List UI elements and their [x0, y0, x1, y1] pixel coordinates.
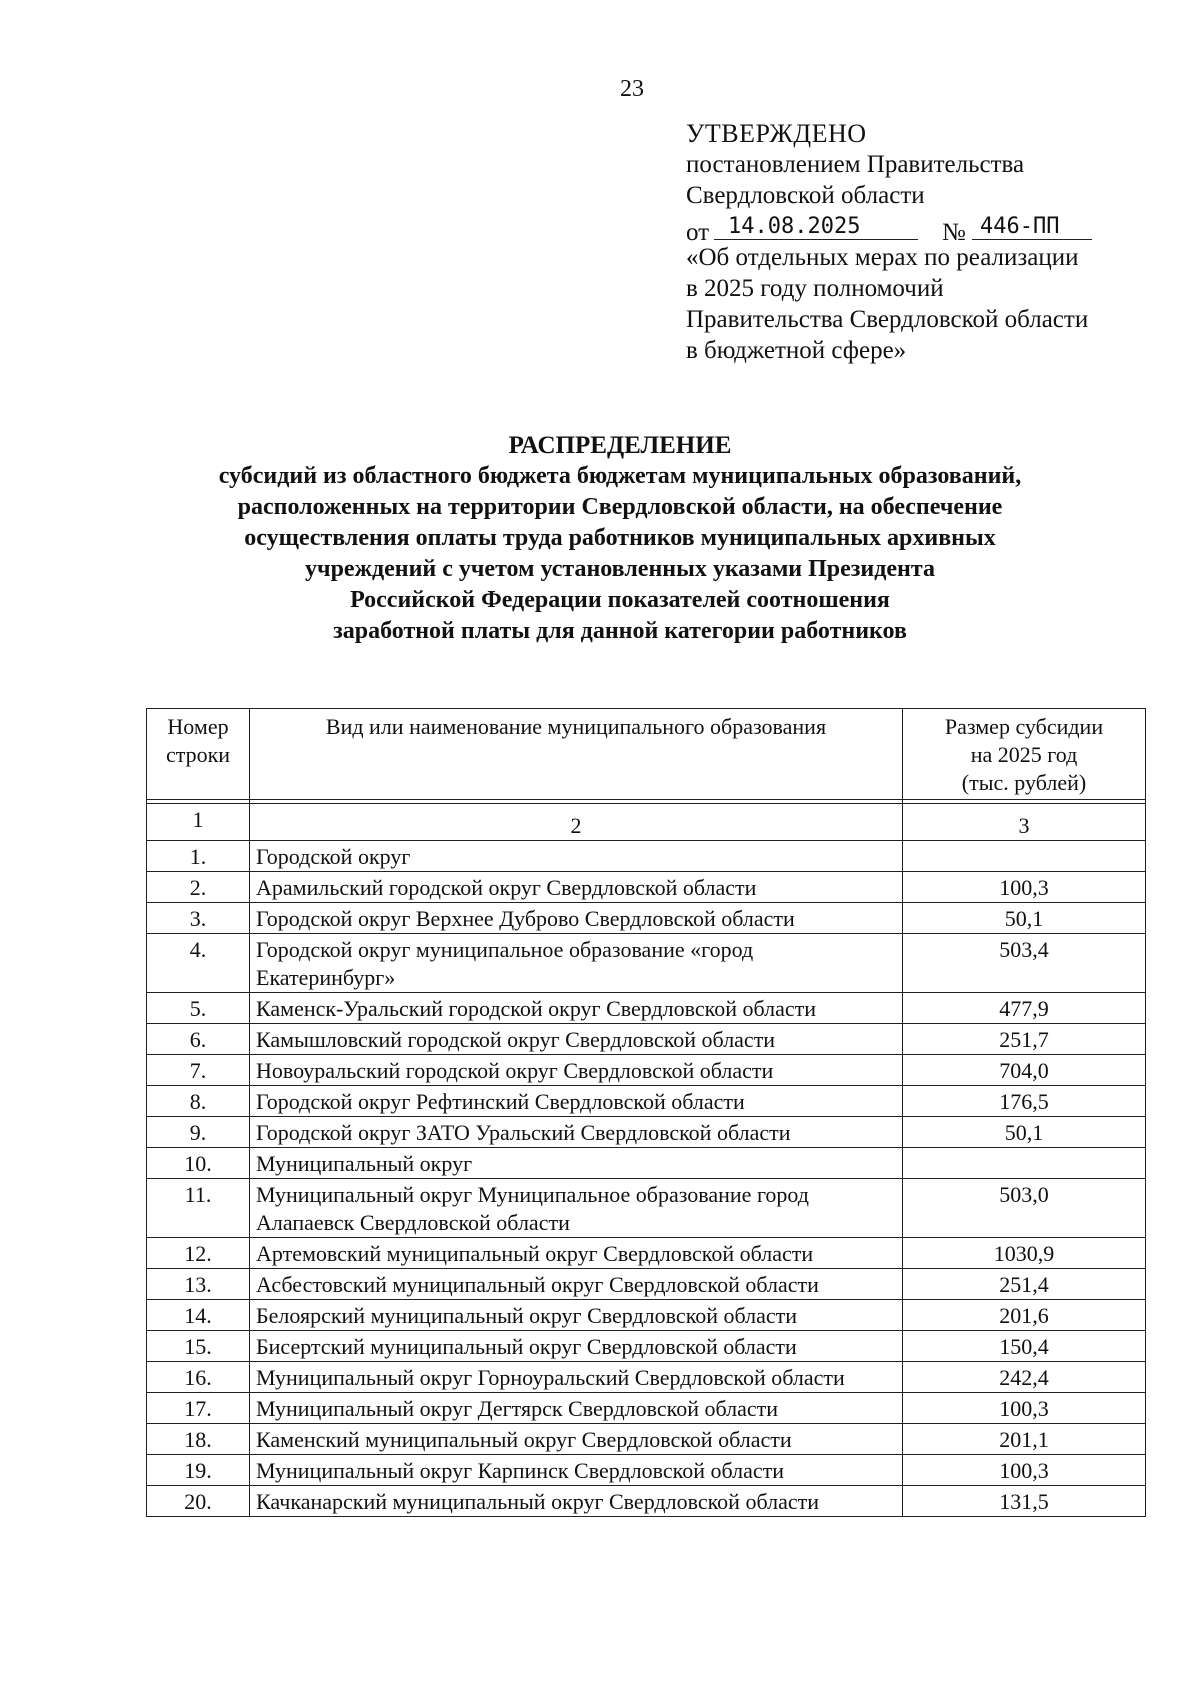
row-number-cell: 4. [147, 934, 250, 993]
municipality-name-cell: Городской округ Верхнее Дуброво Свердловской области [250, 903, 903, 934]
row-number-cell: 9. [147, 1117, 250, 1148]
municipality-name-cell: Муниципальный округ Муниципальное образование город Алапаевск Свердловской области [250, 1179, 903, 1238]
subsidy-amount-cell: 1030,9 [903, 1238, 1146, 1269]
table-row [147, 841, 1146, 872]
table-row [147, 1424, 1146, 1455]
row-number-cell: 17. [147, 1393, 250, 1424]
subsidy-amount-cell: 477,9 [903, 993, 1146, 1024]
table-row [147, 1455, 1146, 1486]
municipality-name-cell: Асбестовский муниципальный округ Свердловской области [250, 1269, 903, 1300]
decree-date: 14.08.2025 [714, 211, 918, 240]
decree-title-line-1: «Об отдельных мерах по реализации [686, 244, 1079, 271]
row-number-cell: 8. [147, 1086, 250, 1117]
table-row [147, 1269, 1146, 1300]
table-body [147, 800, 1146, 1517]
approval-block [686, 118, 1088, 366]
decree-title-line-4: в бюджетной сфере» [686, 337, 907, 364]
header-municipality-name: Вид или наименование муниципального образования [250, 709, 903, 800]
row-number-cell: 15. [147, 1331, 250, 1362]
subsidy-amount-cell: 201,1 [903, 1424, 1146, 1455]
heading-title: РАСПРЕДЕЛЕНИЕ [508, 432, 732, 459]
subsidy-amount-cell: 100,3 [903, 1393, 1146, 1424]
municipality-name-cell: Муниципальный округ Карпинск Свердловской области [250, 1455, 903, 1486]
subsidy-amount-cell: 150,4 [903, 1331, 1146, 1362]
table-row [147, 1300, 1146, 1331]
column-index-row [147, 804, 1146, 841]
municipality-name-cell: Качканарский муниципальный округ Свердловской области [250, 1486, 903, 1517]
municipality-name-cell: Каменский муниципальный округ Свердловской области [250, 1424, 903, 1455]
row-number-cell: 19. [147, 1455, 250, 1486]
row-number-cell: 16. [147, 1362, 250, 1393]
header-row-number-line-1: Номер [167, 714, 229, 739]
subsidy-amount-cell [903, 841, 1146, 872]
approval-line-1: постановлением Правительства [686, 151, 1025, 178]
municipality-name-cell: Камышловский городской округ Свердловской области [250, 1024, 903, 1055]
subsidy-amount-cell: 131,5 [903, 1486, 1146, 1517]
subsidy-amount-cell [903, 1148, 1146, 1179]
page-number: 23 [620, 76, 644, 102]
row-number-cell: 18. [147, 1424, 250, 1455]
subsidy-amount-cell: 704,0 [903, 1055, 1146, 1086]
row-number-cell: 12. [147, 1238, 250, 1269]
header-subsidy-amount [903, 709, 1146, 800]
header-amount-line-3: (тыс. рублей) [961, 770, 1087, 795]
header-row-number-line-2: строки [165, 742, 231, 767]
municipality-name-cell: Городской округ ЗАТО Уральский Свердловской области [250, 1117, 903, 1148]
heading-line-6: заработной платы для данной категории работников [333, 618, 907, 644]
subsidy-amount-cell: 242,4 [903, 1362, 1146, 1393]
table-row [147, 1086, 1146, 1117]
row-number-cell: 20. [147, 1486, 250, 1517]
municipality-name-cell: Муниципальный округ Горноуральский Свердловской области [250, 1362, 903, 1393]
table-header-row [147, 709, 1146, 800]
decree-title-line-3: Правительства Свердловской области [686, 306, 1089, 333]
row-number-cell: 1. [147, 841, 250, 872]
municipality-name-cell: Городской округ Рефтинский Свердловской области [250, 1086, 903, 1117]
heading-line-5: Российской Федерации показателей соотношения [350, 587, 890, 613]
approval-stamp-word: УТВЕРЖДЕНО [686, 119, 867, 148]
approval-line-2: Свердловской области [686, 182, 925, 209]
municipality-name-cell: Муниципальный округ [250, 1148, 903, 1179]
row-number-cell: 3. [147, 903, 250, 934]
table-row [147, 1055, 1146, 1086]
distribution-table [146, 708, 1146, 1517]
heading-line-2: расположенных на территории Свердловской области, на обеспечение [237, 494, 1003, 520]
row-number-cell: 13. [147, 1269, 250, 1300]
row-number-cell: 5. [147, 993, 250, 1024]
municipality-name-cell: Арамильский городской округ Свердловской области [250, 872, 903, 903]
column-index-2: 2 [250, 804, 903, 841]
header-amount-line-2: на 2025 год [970, 742, 1078, 767]
table-row [147, 1238, 1146, 1269]
municipality-name-cell: Бисертский муниципальный округ Свердловской области [250, 1331, 903, 1362]
table-row [147, 1486, 1146, 1517]
header-row-number [147, 709, 250, 800]
subsidy-amount-cell: 100,3 [903, 872, 1146, 903]
number-sign: № [942, 219, 966, 246]
table-row [147, 1148, 1146, 1179]
column-index-1: 1 [147, 804, 250, 841]
row-number-cell: 7. [147, 1055, 250, 1086]
municipality-name-cell: Муниципальный округ Дегтярск Свердловской области [250, 1393, 903, 1424]
row-number-cell: 10. [147, 1148, 250, 1179]
subsidy-amount-cell: 503,4 [903, 934, 1146, 993]
table-row [147, 1024, 1146, 1055]
subsidy-amount-cell: 503,0 [903, 1179, 1146, 1238]
decree-number: 446-ПП [972, 211, 1092, 240]
table-row [147, 872, 1146, 903]
subsidy-amount-cell: 50,1 [903, 903, 1146, 934]
document-heading [120, 430, 1120, 647]
municipality-name-cell: Белоярский муниципальный округ Свердловской области [250, 1300, 903, 1331]
row-number-cell: 14. [147, 1300, 250, 1331]
heading-line-3: осуществления оплаты труда работников муниципальных архивных [244, 525, 996, 551]
heading-line-1: субсидий из областного бюджета бюджетам муниципальных образований, [218, 463, 1022, 489]
municipality-name-cell: Каменск-Уральский городской округ Свердловской области [250, 993, 903, 1024]
table-row [147, 1331, 1146, 1362]
table-row [147, 1179, 1146, 1238]
table-row [147, 1362, 1146, 1393]
row-number-cell: 2. [147, 872, 250, 903]
subsidy-amount-cell: 201,6 [903, 1300, 1146, 1331]
row-number-cell: 11. [147, 1179, 250, 1238]
subsidy-amount-cell: 251,4 [903, 1269, 1146, 1300]
date-prefix: от [686, 219, 710, 246]
table-row [147, 903, 1146, 934]
table-row [147, 1117, 1146, 1148]
subsidy-amount-cell: 100,3 [903, 1455, 1146, 1486]
table-row [147, 934, 1146, 993]
subsidy-amount-cell: 251,7 [903, 1024, 1146, 1055]
subsidy-amount-cell: 50,1 [903, 1117, 1146, 1148]
municipality-name-cell: Городской округ [250, 841, 903, 872]
registration-line [686, 211, 1088, 246]
decree-title-line-2: в 2025 году полномочий [686, 275, 944, 302]
municipality-name-cell: Артемовский муниципальный округ Свердловской области [250, 1238, 903, 1269]
table-row [147, 993, 1146, 1024]
municipality-name-cell: Городской округ муниципальное образование «город Екатеринбург» [250, 934, 903, 993]
heading-line-4: учреждений с учетом установленных указами Президента [305, 556, 935, 582]
header-amount-line-1: Размер субсидии [944, 714, 1104, 739]
column-index-3: 3 [903, 804, 1146, 841]
municipality-name-cell: Новоуральский городской округ Свердловской области [250, 1055, 903, 1086]
row-number-cell: 6. [147, 1024, 250, 1055]
subsidy-amount-cell: 176,5 [903, 1086, 1146, 1117]
table-row [147, 1393, 1146, 1424]
